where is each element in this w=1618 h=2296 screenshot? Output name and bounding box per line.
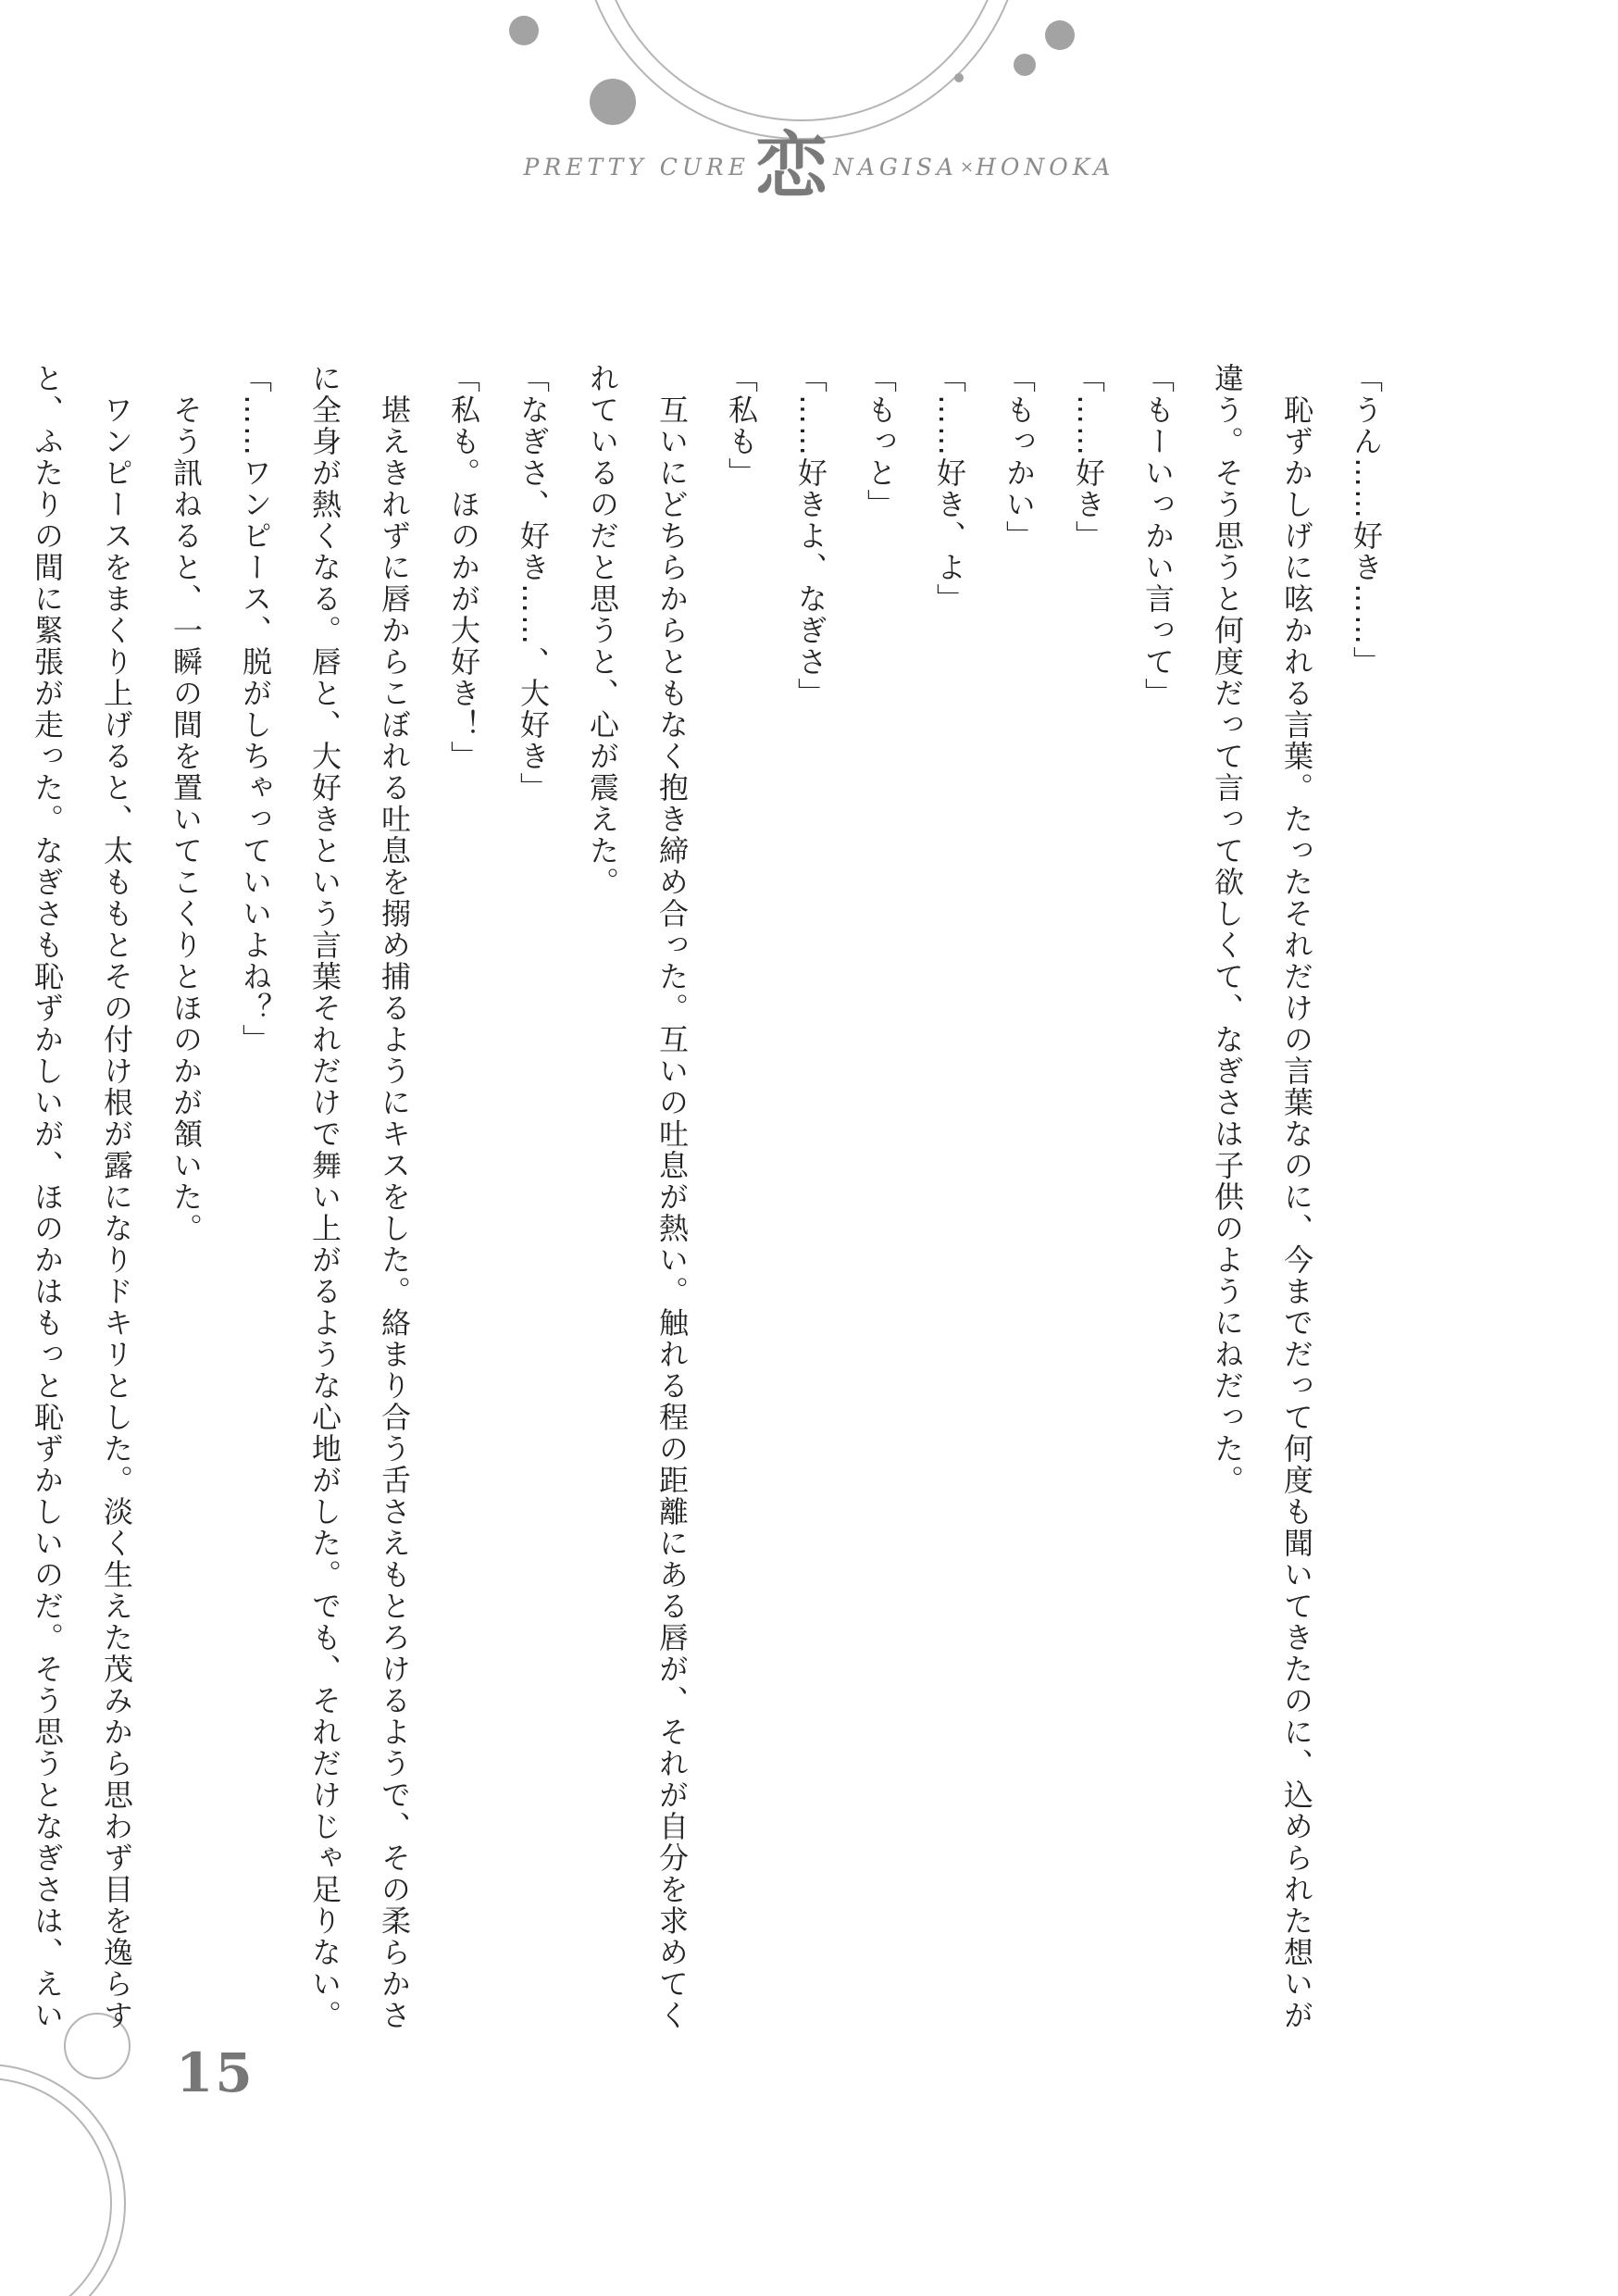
story-body	[0, 363, 1400, 2057]
header-separator: ×	[959, 156, 975, 177]
paragraph: 「……好きよ、なぎさ」	[793, 363, 828, 709]
paragraph: ワンピースをまくり上げると、太ももとその付け根が露になりドキリとした。淡く生えた茂みから思わず目を逸らすと、ふたりの間に緊張が走った。なぎさも恥ずかしいが、ほのかはもっと恥ずかしいのだ。そう思うとなぎさは、えい	[30, 363, 134, 2031]
paragraph: 「私も。ほのかが大好き！」	[446, 363, 481, 772]
paragraph: 「私も」	[724, 363, 759, 489]
paragraph: 「うん……好き……」	[1349, 363, 1384, 678]
header-character-name-1: NAGISA	[833, 153, 958, 181]
paragraph: 互いにどちらからともなく抱き締め合った。互いの吐息が熱い。触れる程の距離にある唇が、それが自分を求めてくれているのだと思うと、心が震えた。	[585, 363, 690, 2031]
running-header	[523, 125, 1115, 208]
top-ring-ornament	[579, 0, 1024, 139]
paragraph: 恥ずかしげに呟かれる言葉。たったそれだけの言葉なのに、今までだって何度も聞いてきたのに、込められた想いが違う。そう思うと何度だって言って欲しくて、なぎさは子供のようにねだった。	[1210, 363, 1314, 2031]
paragraph: 「もっかい」	[1002, 363, 1037, 552]
header-character-name-2: HONOKA	[976, 153, 1115, 181]
paragraph: 「……好き」	[1071, 363, 1106, 552]
paragraph: 「……ワンピース、脱がしちゃっていいよね？」	[238, 363, 273, 1055]
page-number: 15	[176, 2041, 255, 2104]
paragraph: そう訊ねると、一瞬の間を置いてこくりとほのかが頷いた。	[168, 363, 204, 1244]
paragraph: 「なぎさ、好き……、大好き」	[516, 363, 551, 804]
header-series-title: PRETTY CURE	[523, 153, 750, 181]
paragraph: 「もーいっかい言って」	[1140, 363, 1176, 709]
header-koi-kanji: 恋	[754, 125, 828, 208]
paragraph: 「……好き、よ」	[932, 363, 967, 615]
top-dot-ornament	[509, 16, 1075, 125]
paragraph: 堪えきれずに唇からこぼれる吐息を搦め捕るようにキスをした。絡まり合う舌さえもとろけるようで、その柔らかさに全身が熱くなる。唇と、大好きという言葉それだけで舞い上がるような心地がした。でも、それだけじゃ足りない。	[307, 363, 412, 2031]
paragraph: 「もっと」	[863, 363, 898, 520]
